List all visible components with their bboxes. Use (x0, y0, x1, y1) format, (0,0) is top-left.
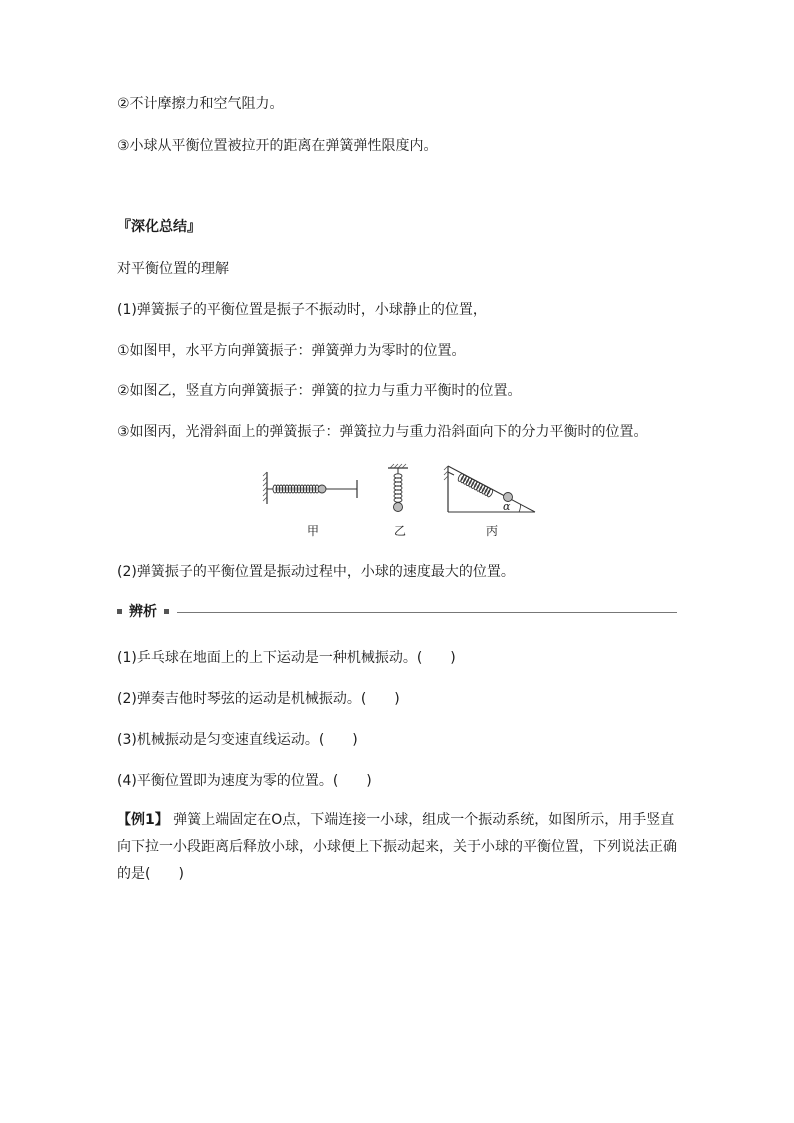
spring-diagrams (255, 460, 545, 520)
square-bullet-icon (164, 609, 169, 614)
summary-case-c: ③如图丙，光滑斜面上的弹簧振子：弹簧拉力与重力沿斜面向下的分力平衡时的位置。 (117, 424, 648, 440)
example-tag: 【例1】 (117, 812, 169, 828)
analysis-section-divider (117, 602, 677, 622)
example-1-paragraph (117, 807, 683, 888)
horizontal-spring-diagram (263, 472, 357, 504)
square-bullet-icon (117, 609, 122, 614)
figure-label-yi: 乙 (394, 524, 407, 538)
analysis-item-2: (2)弹奏吉他时琴弦的运动是机械振动。( ) (117, 691, 400, 707)
summary-subtitle: 对平衡位置的理解 (117, 261, 229, 277)
analysis-item-4: (4)平衡位置即为速度为零的位置。( ) (117, 773, 372, 789)
spring-oscillator-figure (255, 460, 545, 542)
summary-point-1: (1)弹簧振子的平衡位置是振子不振动时，小球静止的位置， (117, 302, 487, 318)
summary-heading: 『深化总结』 (117, 219, 201, 235)
analysis-heading: 辨析 (129, 604, 157, 620)
analysis-item-3: (3)机械振动是匀变速直线运动。( ) (117, 732, 358, 748)
divider-line (177, 612, 677, 613)
analysis-item-1: (1)乒乓球在地面上的上下运动是一种机械振动。( ) (117, 650, 456, 666)
example-text: 弹簧上端固定在O点，下端连接一小球，组成一个振动系统，如图所示，用手竖直向下拉一小段距离后释放小球，小球便上下振动起来，关于小球的平衡位置，下列说法正确的是( ) (117, 812, 677, 882)
condition-item-2: ②不计摩擦力和空气阻力。 (117, 96, 284, 112)
figure-label-jia: 甲 (307, 524, 320, 538)
summary-case-a: ①如图甲，水平方向弹簧振子：弹簧弹力为零时的位置。 (117, 343, 466, 359)
summary-point-2: (2)弹簧振子的平衡位置是振动过程中，小球的速度最大的位置。 (117, 564, 515, 580)
incline-spring-diagram (444, 466, 535, 512)
condition-item-3: ③小球从平衡位置被拉开的距离在弹簧弹性限度内。 (117, 138, 438, 154)
vertical-spring-diagram (388, 464, 408, 512)
angle-alpha-label: α (503, 500, 511, 513)
summary-case-b: ②如图乙，竖直方向弹簧振子：弹簧的拉力与重力平衡时的位置。 (117, 383, 522, 399)
figure-label-bing: 丙 (486, 524, 499, 538)
